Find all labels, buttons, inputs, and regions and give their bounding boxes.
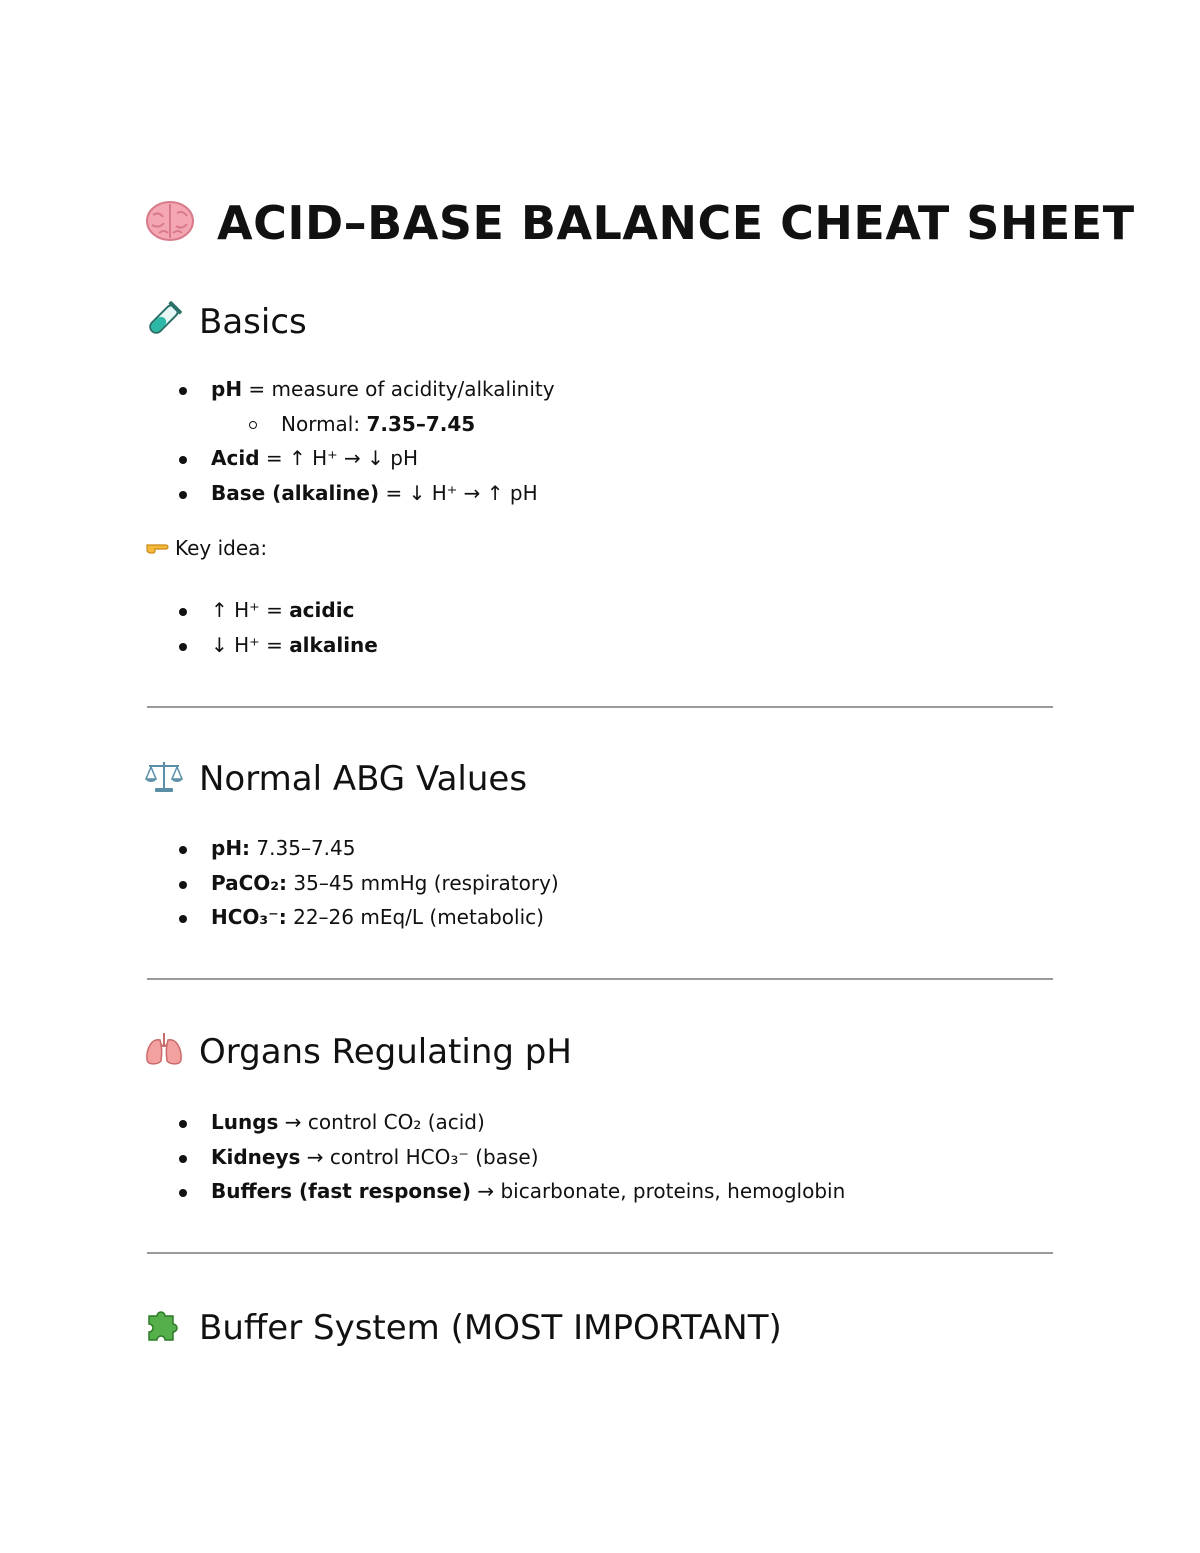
list-item: HCO₃⁻: 22–26 mEq/L (metabolic) xyxy=(145,900,1045,935)
section-heading-text: Basics xyxy=(199,302,307,342)
list-item: Acid = ↑ H⁺ → ↓ pH xyxy=(145,441,1045,476)
organs-list xyxy=(145,1105,1045,1209)
list-item: ↑ H⁺ = acidic xyxy=(145,593,1045,628)
pointing-hand-icon xyxy=(145,537,169,562)
brain-icon xyxy=(145,199,195,254)
list-item: ↓ H⁺ = alkaline xyxy=(145,628,1045,663)
divider xyxy=(147,978,1053,980)
list-item: Buffers (fast response) → bicarbonate, proteins, hemoglobin xyxy=(145,1174,1045,1209)
section-heading-text: Normal ABG Values xyxy=(199,759,528,799)
page-title-text: ACID–BASE BALANCE CHEAT SHEET xyxy=(217,196,1135,250)
basics-list xyxy=(145,372,1045,510)
section-heading-text: Organs Regulating pH xyxy=(199,1032,572,1072)
page-title xyxy=(145,196,1135,254)
key-idea-list xyxy=(145,593,1045,662)
list-item: pH: 7.35–7.45 xyxy=(145,831,1045,866)
test-tube-icon xyxy=(145,300,183,347)
list-item: pH = measure of acidity/alkalinity xyxy=(145,372,1045,407)
section-heading-organs xyxy=(145,1032,572,1075)
puzzle-piece-icon xyxy=(145,1306,183,1353)
list-item: Lungs → control CO₂ (acid) xyxy=(145,1105,1045,1140)
abg-list xyxy=(145,831,1045,935)
list-item: Kidneys → control HCO₃⁻ (base) xyxy=(145,1140,1045,1175)
lungs-icon xyxy=(145,1032,183,1075)
section-heading-basics xyxy=(145,300,307,347)
list-item: PaCO₂: 35–45 mmHg (respiratory) xyxy=(145,866,1045,901)
section-heading-buffer xyxy=(145,1306,782,1353)
divider xyxy=(147,706,1053,708)
key-idea-label: Key idea: xyxy=(145,536,267,562)
section-heading-text: Buffer System (MOST IMPORTANT) xyxy=(199,1308,782,1348)
list-item: Base (alkaline) = ↓ H⁺ → ↑ pH xyxy=(145,476,1045,511)
section-heading-abg xyxy=(145,758,527,803)
balance-scale-icon xyxy=(145,758,183,803)
list-item: Normal: 7.35–7.45 xyxy=(145,407,1045,442)
divider xyxy=(147,1252,1053,1254)
